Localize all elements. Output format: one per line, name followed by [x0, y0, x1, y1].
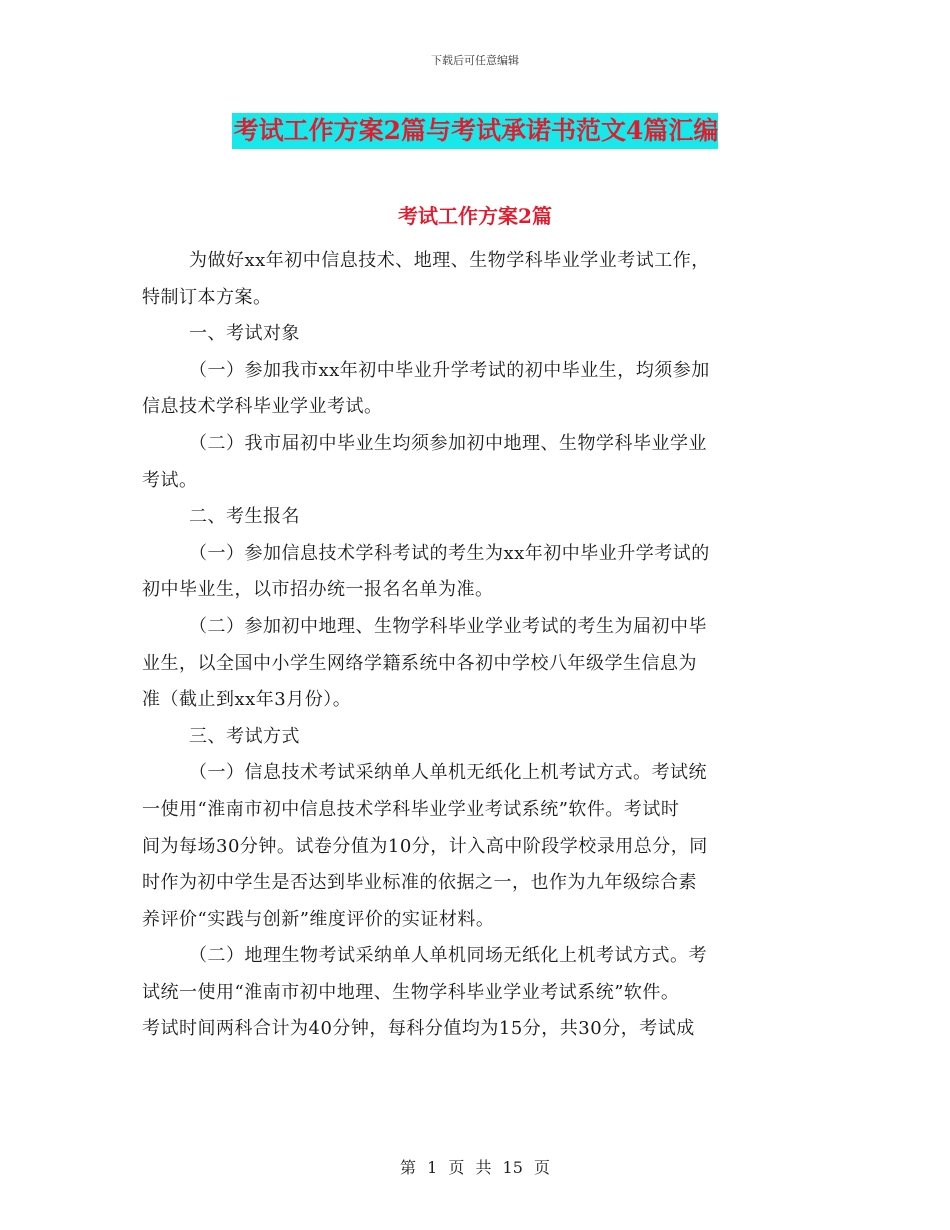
text-line: 信息技术学科毕业学业考试。 — [142, 396, 383, 418]
text-line: 一使用“淮南市初中信息技术学科毕业学业考试系统”软件。考试时 — [142, 798, 680, 820]
text-line: 养评价“实践与创新”维度评价的实证材料。 — [142, 908, 495, 930]
text-line: 准（截止到xx年3月份）。 — [142, 689, 352, 711]
text-line: 业生，以全国中小学生网络学籍系统中各初中学校八年级学生信息为 — [142, 652, 697, 674]
text-line: 时作为初中学生是否达到毕业标准的依据之一，也作为九年级综合素 — [142, 872, 697, 894]
text-line: 初中毕业生，以市招办统一报名名单为准。 — [142, 579, 494, 601]
section-title: 考试工作方案2篇 — [398, 204, 552, 228]
text-line: 一、考试对象 — [189, 323, 300, 345]
text-line: （二）参加初中地理、生物学科毕业学业考试的考生为届初中毕 — [189, 615, 707, 637]
header-note: 下载后可任意编辑 — [431, 54, 519, 67]
text-line: （二）地理生物考试采纳单人单机同场无纸化上机考试方式。考 — [189, 945, 707, 967]
text-line: 间为每场30分钟。试卷分值为10分，计入高中阶段学校录用总分，同 — [142, 835, 708, 857]
main-title: 考试工作方案2篇与考试承诺书范文4篇汇编 — [232, 113, 719, 149]
text-line: 试统一使用“淮南市初中地理、生物学科毕业学业考试系统”软件。 — [142, 981, 680, 1003]
text-line: （一）参加信息技术学科考试的考生为xx年初中毕业升学考试的 — [189, 542, 710, 564]
text-line: 特制订本方案。 — [142, 286, 272, 308]
text-line: （一）信息技术考试采纳单人单机无纸化上机考试方式。考试统 — [189, 762, 707, 784]
text-line: 考试。 — [142, 469, 198, 491]
text-line: （二）我市届初中毕业生均须参加初中地理、生物学科毕业学业 — [189, 432, 707, 454]
text-line: 三、考试方式 — [189, 725, 300, 747]
text-line: 为做好xx年初中信息技术、地理、生物学科毕业学业考试工作， — [189, 250, 710, 271]
page-footer: 第 1 页 共 15 页 — [400, 1158, 550, 1177]
main-title-wrap — [0, 113, 950, 149]
text-line: 考试时间两科合计为40分钟，每科分值均为15分，共30分，考试成 — [142, 1018, 695, 1040]
body-text — [142, 243, 822, 1048]
text-line: （一）参加我市xx年初中毕业升学考试的初中毕业生，均须参加 — [189, 359, 710, 381]
text-line: 二、考生报名 — [189, 506, 300, 528]
